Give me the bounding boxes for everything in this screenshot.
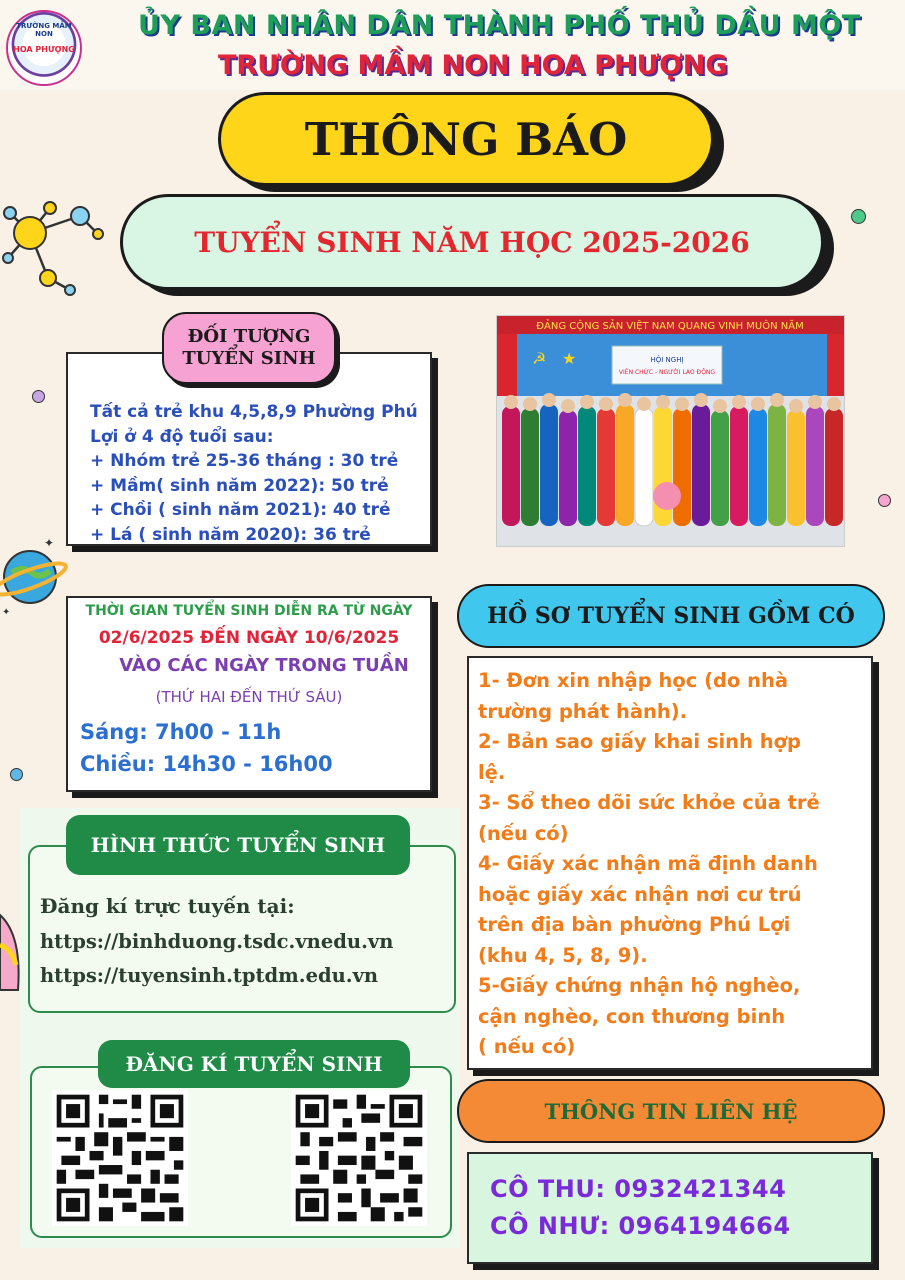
- contact-title: THÔNG TIN LIÊN HỆ: [544, 1098, 798, 1124]
- contact-nhu[interactable]: CÔ NHƯ: 0964194664: [490, 1212, 791, 1240]
- page-subtitle: TUYỂN SINH NĂM HỌC 2025-2026: [194, 225, 750, 259]
- documents-line: 4- Giấy xác nhận mã định danh: [478, 852, 818, 875]
- documents-line: ( nếu có): [478, 1035, 576, 1058]
- target-group-line: + Nhóm trẻ 25-36 tháng : 30 trẻ: [90, 451, 399, 471]
- registration-link-1[interactable]: https://binhduong.tsdc.vnedu.vn: [40, 930, 394, 953]
- svg-text:☭: ☭: [532, 349, 547, 368]
- documents-line: 5-Giấy chứng nhận hộ nghèo,: [478, 974, 801, 997]
- logo-text-top: TRƯỜNG MẦM NON: [16, 22, 72, 38]
- decor-dot: [851, 209, 866, 224]
- registration-method-tag: [66, 815, 410, 875]
- schedule-line-1: THỜI GIAN TUYỂN SINH DIỄN RA TỪ NGÀY: [85, 603, 413, 619]
- target-group-text: [90, 400, 425, 547]
- documents-line: lệ.: [478, 760, 506, 784]
- register-tag: [98, 1040, 410, 1088]
- documents-line: hoặc giấy xác nhận nơi cư trú: [478, 882, 802, 906]
- documents-line: (nếu có): [478, 821, 569, 845]
- documents-line: cận nghèo, con thương binh: [478, 1004, 786, 1028]
- documents-line: trên địa bàn phường Phú Lợi: [478, 913, 791, 936]
- documents-list: [478, 666, 866, 1063]
- qr-code-1[interactable]: [52, 1090, 188, 1226]
- qr-code-1-pattern: [52, 1090, 188, 1226]
- documents-line: 1- Đơn xin nhập học (do nhà: [478, 669, 789, 692]
- header-line-1: ỦY BAN NHÂN DÂN THÀNH PHỐ THỦ DẦU MỘT: [138, 10, 861, 41]
- logo-text-mid: HOA PHƯỢNG: [13, 45, 75, 54]
- target-group-tag-line1: ĐỐI TƯỢNG: [187, 326, 311, 347]
- page-title: THÔNG BÁO: [304, 112, 628, 166]
- target-group-tag: [162, 312, 336, 384]
- photo-board-line2: VIÊN CHỨC - NGƯỜI LAO ĐỘNG: [618, 369, 716, 376]
- school-logo: [6, 10, 82, 86]
- register-title: ĐĂNG KÍ TUYỂN SINH: [125, 1052, 383, 1076]
- schedule-line-4: (THỨ HAI ĐẾN THỨ SÁU): [155, 688, 343, 706]
- decor-dot: [32, 390, 45, 403]
- documents-line: trường phát hành).: [478, 699, 688, 723]
- documents-title-pill: [457, 584, 885, 648]
- svg-text:★: ★: [562, 349, 577, 368]
- decor-dot: [878, 494, 891, 507]
- online-registration-intro: Đăng kí trực tuyến tại:: [40, 894, 295, 918]
- contact-title-pill: [457, 1079, 885, 1143]
- planet-icon: [0, 535, 70, 620]
- staff-group-photo: [496, 315, 845, 547]
- documents-title: HỒ SƠ TUYỂN SINH GỒM CÓ: [487, 603, 855, 629]
- group-photo-illustration: [497, 316, 844, 546]
- target-group-line: Lợi ở 4 độ tuổi sau:: [90, 426, 274, 447]
- target-group-line: + Mầm( sinh năm 2022): 50 trẻ: [90, 475, 389, 496]
- title-pill: [218, 92, 714, 186]
- target-group-line: Tất cả trẻ khu 4,5,8,9 Phường Phú: [90, 402, 418, 422]
- molecule-icon: [0, 188, 110, 298]
- svg-text:✦: ✦: [2, 607, 11, 618]
- svg-text:✦: ✦: [44, 536, 55, 550]
- documents-line: 3- Sổ theo dõi sức khỏe của trẻ: [478, 791, 820, 814]
- target-group-line: + Lá ( sinh năm 2020): 36 trẻ: [90, 524, 371, 545]
- subtitle-pill: [120, 194, 824, 290]
- schedule-morning: Sáng: 7h00 - 11h: [80, 720, 282, 744]
- registration-link-2[interactable]: https://tuyensinh.tptdm.edu.vn: [40, 964, 379, 987]
- contact-box: [467, 1152, 873, 1264]
- schedule-date-range: 02/6/2025 ĐẾN NGÀY 10/6/2025: [98, 628, 400, 648]
- photo-board-line1: HỘI NGHỊ: [650, 356, 684, 364]
- target-group-line: + Chồi ( sinh năm 2021): 40 trẻ: [90, 500, 391, 520]
- documents-line: (khu 4, 5, 8, 9).: [478, 943, 648, 967]
- qr-code-2-pattern: [291, 1090, 427, 1226]
- registration-method-title: HÌNH THỨC TUYỂN SINH: [90, 833, 386, 857]
- target-group-tag-line2: TUYỂN SINH: [182, 348, 316, 369]
- qr-code-2[interactable]: [291, 1090, 427, 1226]
- schedule-line-3: VÀO CÁC NGÀY TRONG TUẦN: [119, 655, 409, 676]
- documents-line: 2- Bản sao giấy khai sinh hợp: [478, 730, 801, 753]
- schedule-afternoon: Chiều: 14h30 - 16h00: [80, 752, 333, 776]
- decor-dot: [10, 768, 23, 781]
- contact-thu[interactable]: CÔ THU: 0932421344: [490, 1175, 787, 1203]
- photo-banner: ĐẢNG CỘNG SẢN VIỆT NAM QUANG VINH MUÔN NĂM: [536, 321, 804, 332]
- header-line-2: TRƯỜNG MẦM NON HOA PHƯỢNG: [218, 50, 728, 81]
